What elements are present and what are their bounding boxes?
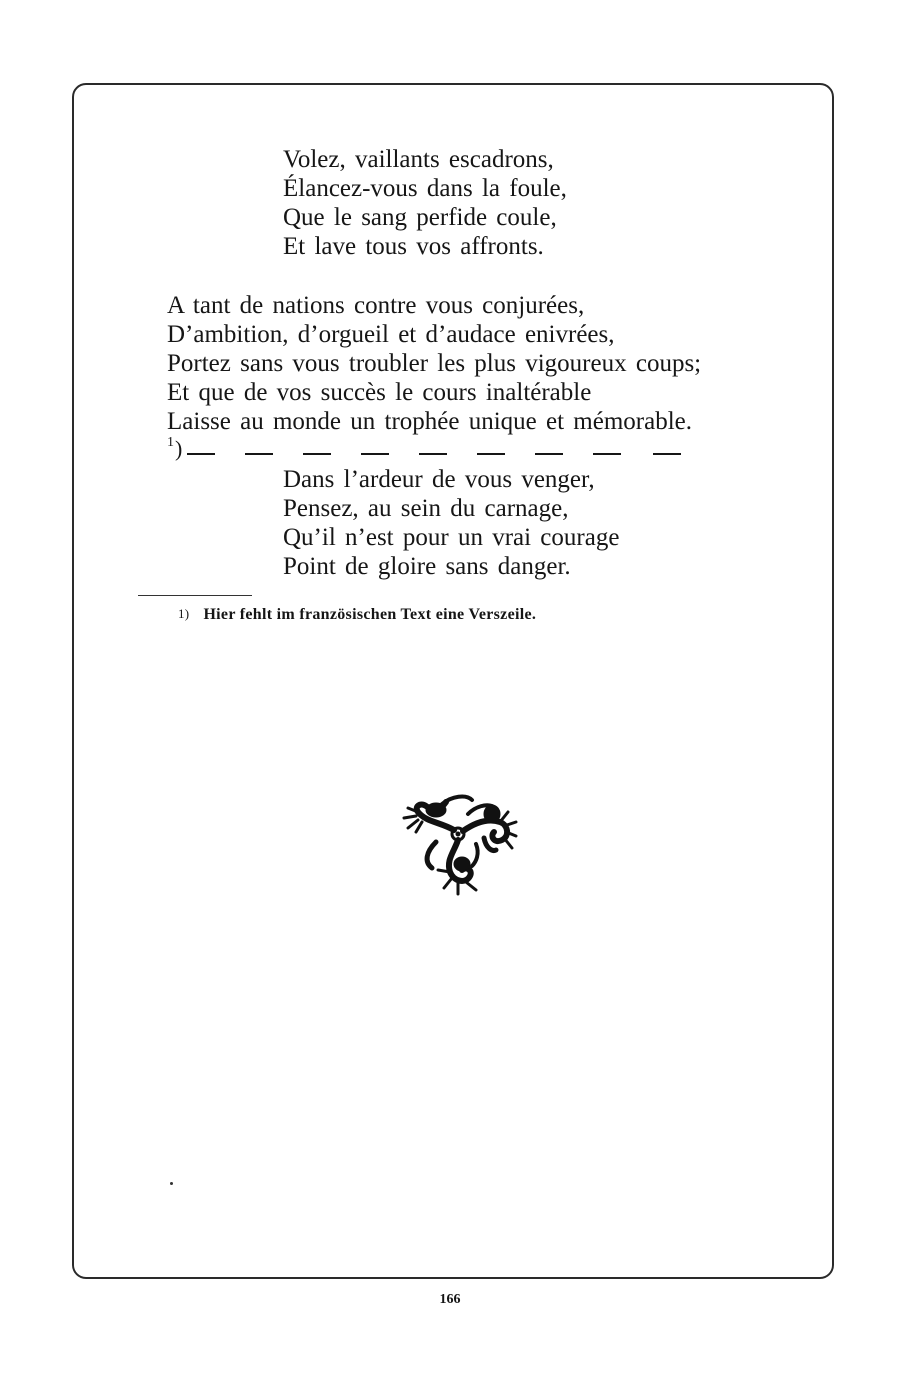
verse-line: Et que de vos succès le cours inaltérable (167, 379, 592, 406)
dash (245, 453, 273, 455)
dash (187, 453, 215, 455)
footnote-text: Hier fehlt im französischen Text eine Verszeile. (203, 606, 537, 623)
verse-line: Qu’il n’est pour un vrai courage (283, 524, 620, 551)
stanza-2 (167, 291, 701, 436)
page-border (72, 83, 834, 1279)
footnote-ref: 1) (178, 606, 190, 621)
verse-line: Pensez, au sein du carnage, (283, 495, 569, 522)
verse-line: Dans l’ardeur de vous venger, (283, 466, 595, 493)
footnote (178, 606, 536, 624)
dash (535, 453, 563, 455)
verse-line: Laisse au monde un trophée unique et mémorable. (167, 408, 693, 435)
dash (477, 453, 505, 455)
dash (303, 453, 331, 455)
footnote-marker: 1 (167, 435, 174, 450)
dragon-triskele-ornament-icon (396, 792, 522, 898)
verse-line: Que le sang perfide coule, (283, 204, 557, 231)
dash (593, 453, 621, 455)
footnote-rule (138, 595, 252, 596)
verse-line: A tant de nations contre vous conjurées, (167, 292, 585, 319)
footnote-marker-paren: ) (175, 436, 183, 461)
verse-line: Et lave tous vos affronts. (283, 233, 544, 260)
dash (419, 453, 447, 455)
page-number: 166 (439, 1292, 461, 1307)
dash (653, 453, 681, 455)
verse-line: Portez sans vous troubler les plus vigoureux coups; (167, 350, 702, 377)
stanza-1 (283, 145, 567, 261)
verse-line: Volez, vaillants escadrons, (283, 146, 554, 173)
dash (361, 453, 389, 455)
print-speck (170, 1182, 173, 1185)
stanza-3 (283, 465, 619, 581)
verse-line: D’ambition, d’orgueil et d’audace enivrées, (167, 321, 615, 348)
verse-line: Élancez-vous dans la foule, (283, 175, 567, 202)
missing-line-dashes (167, 436, 687, 465)
verse-line: Point de gloire sans danger. (283, 553, 571, 580)
